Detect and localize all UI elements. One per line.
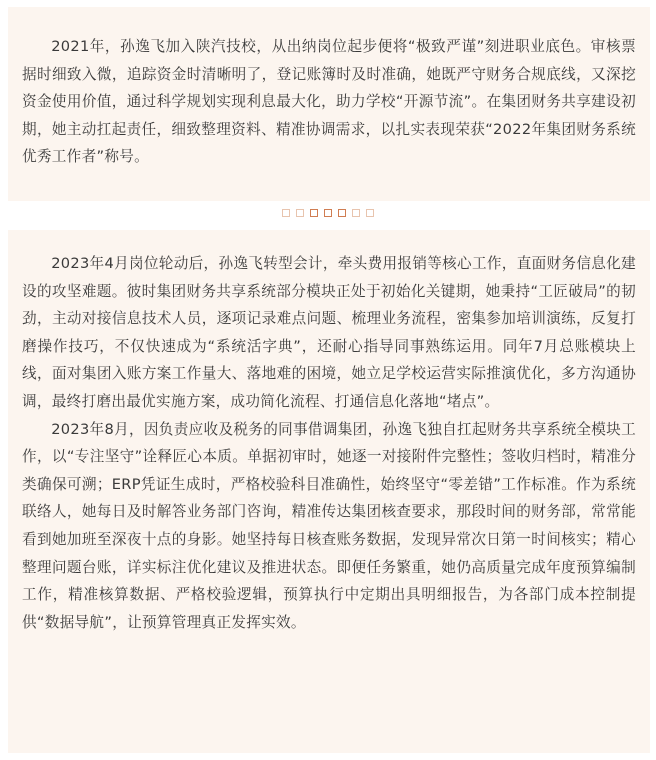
divider-dot <box>310 209 318 217</box>
paragraph-full-module-work: 2023年8月，因负责应收及税务的同事借调集团，孙逸飞独自扛起财务共享系统全模块工作，以“专注坚守”诠释匠心本质。单据初审时，她逐一对接附件完整性；签收归档时，精准分类确保可溯；ERP凭证生成时，严格校验科目准确性，始终坚守“零差错”工作标准。作为系统联络人，她每日及时解答业务部门咨询，精准传达集团核查要求，那段时间的财务部，常常能看到她加班至深夜十点的身影。她坚持每日核查账务数据，发现异常次日第一时间核实；精心整理问题台账，详实标注优化建议及推进状态。即便任务繁重，她仍高质量完成年度预算编制工作，精准核算数据、严格校验逻辑，预算执行中定期出具明细报告，为各部门成本控制提供“数据导航”，让预算管理真正发挥实效。 <box>22 420 636 631</box>
divider-dot <box>338 209 346 217</box>
text-card-intro <box>8 7 650 201</box>
divider-dot <box>296 209 304 217</box>
paragraph-accounting-transition: 2023年4月岗位轮动后，孙逸飞转型会计，牵头费用报销等核心工作，直面财务信息化建设的攻坚难题。彼时集团财务共享系统部分模块正处于初始化关键期，她秉持“工匠破局”的韧劲，主动对接信息技术人员，逐项记录难点问题、梳理业务流程，密集参加培训演练，反复打磨操作技巧，不仅快速成为“系统活字典”，还耐心指导同事熟练运用。同年7月总账模块上线，面对集团入账方案工作量大、落地难的困境，她立足学校运营实际推演优化，多方沟通协调，最终打磨出最优实施方案，成功简化流程、打通信息化落地“堵点”。 <box>22 255 636 410</box>
divider-dot <box>324 209 332 217</box>
divider-dot <box>282 209 290 217</box>
divider-dot <box>366 209 374 217</box>
section-divider <box>0 209 656 219</box>
text-card-career <box>8 230 650 753</box>
divider-dot <box>352 209 360 217</box>
paragraph-intro: 2021年，孙逸飞加入陕汽技校，从出纳岗位起步便将“极致严谨”刻进职业底色。审核票据时细致入微，追踪资金时清晰明了，登记账簿时及时准确，她既严守财务合规底线，又深挖资金使用价值，通过科学规划实现利息最大化，助力学校“开源节流”。在集团财务共享建设初期，她主动扛起责任，细致整理资料、精准协调需求，以扎实表现荣获“2022年集团财务系统优秀工作者”称号。 <box>22 38 636 166</box>
